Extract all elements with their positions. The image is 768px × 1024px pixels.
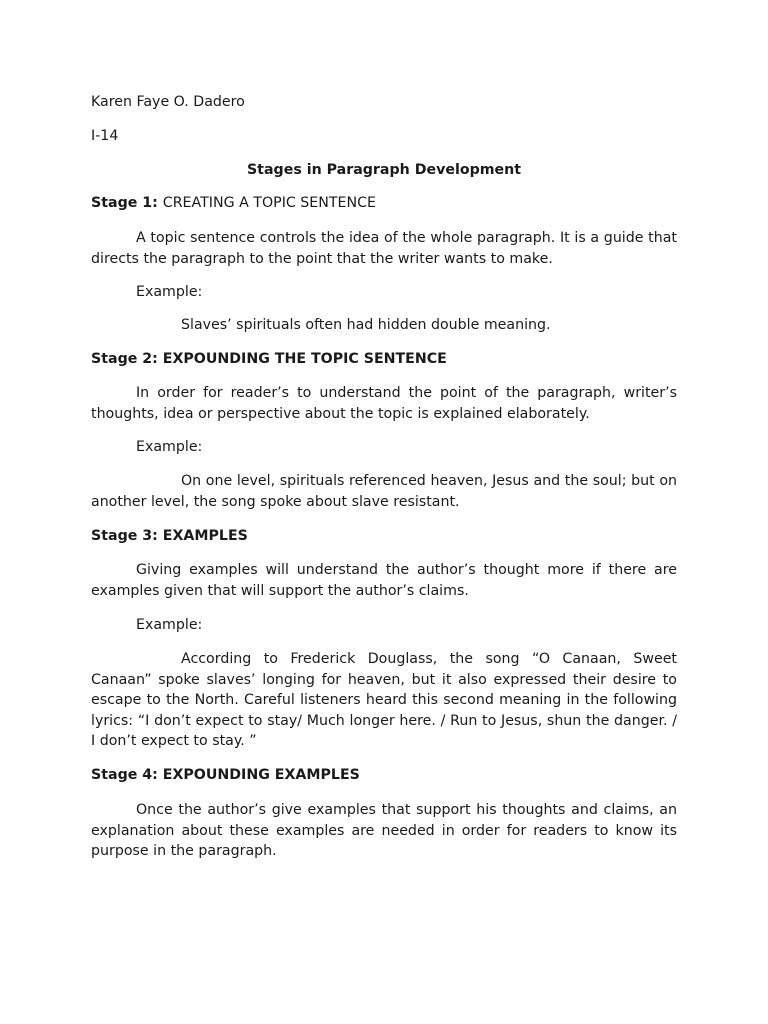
stage-3-example-label: Example: bbox=[136, 617, 203, 633]
stage-1-heading bbox=[91, 193, 376, 214]
stage-2-example-label: Example: bbox=[136, 439, 203, 455]
stage-2-example-text: On one level, spirituals referenced heaven, Jesus and the soul; but on another level, the song spoke about slave resistant. bbox=[91, 473, 677, 510]
stage-3-body: Giving examples will understand the author’s thought more if there are examples given that will support the author’s claims. bbox=[91, 562, 677, 599]
stage-3-heading: Stage 3: EXAMPLES bbox=[91, 528, 248, 544]
section-code: I-14 bbox=[91, 128, 119, 144]
stage-4-body: Once the author’s give examples that support his thoughts and claims, an explanation about these examples are needed in order for readers to know its purpose in the paragraph. bbox=[91, 802, 677, 859]
stage-3-example-text: According to Frederick Douglass, the song “O Canaan, Sweet Canaan” spoke slaves’ longing for heaven, but it also expressed their desire to escape to the North. Careful listeners heard this second meaning in the following lyrics: “I don’t expect to stay/ Much longer here. / Run to Jesus, shun the danger. / I don’t expect to stay. ” bbox=[91, 651, 677, 749]
stage-1-example-text: Slaves’ spirituals often had hidden double meaning. bbox=[181, 317, 551, 333]
stage-2-heading: Stage 2: EXPOUNDING THE TOPIC SENTENCE bbox=[91, 351, 447, 367]
stage-1-body: A topic sentence controls the idea of the whole paragraph. It is a guide that directs the paragraph to the point that the writer wants to make. bbox=[91, 230, 677, 267]
stage-2-body: In order for reader’s to understand the point of the paragraph, writer’s thoughts, idea or perspective about the topic is explained elaborately. bbox=[91, 385, 677, 422]
stage-1-title: CREATING A TOPIC SENTENCE bbox=[162, 195, 376, 211]
stage-1-label: Stage 1: bbox=[91, 195, 158, 211]
stage-4-heading: Stage 4: EXPOUNDING EXAMPLES bbox=[91, 767, 360, 783]
document-title: Stages in Paragraph Development bbox=[246, 162, 522, 178]
author-name: Karen Faye O. Dadero bbox=[91, 94, 245, 110]
stage-1-example-label: Example: bbox=[136, 284, 203, 300]
